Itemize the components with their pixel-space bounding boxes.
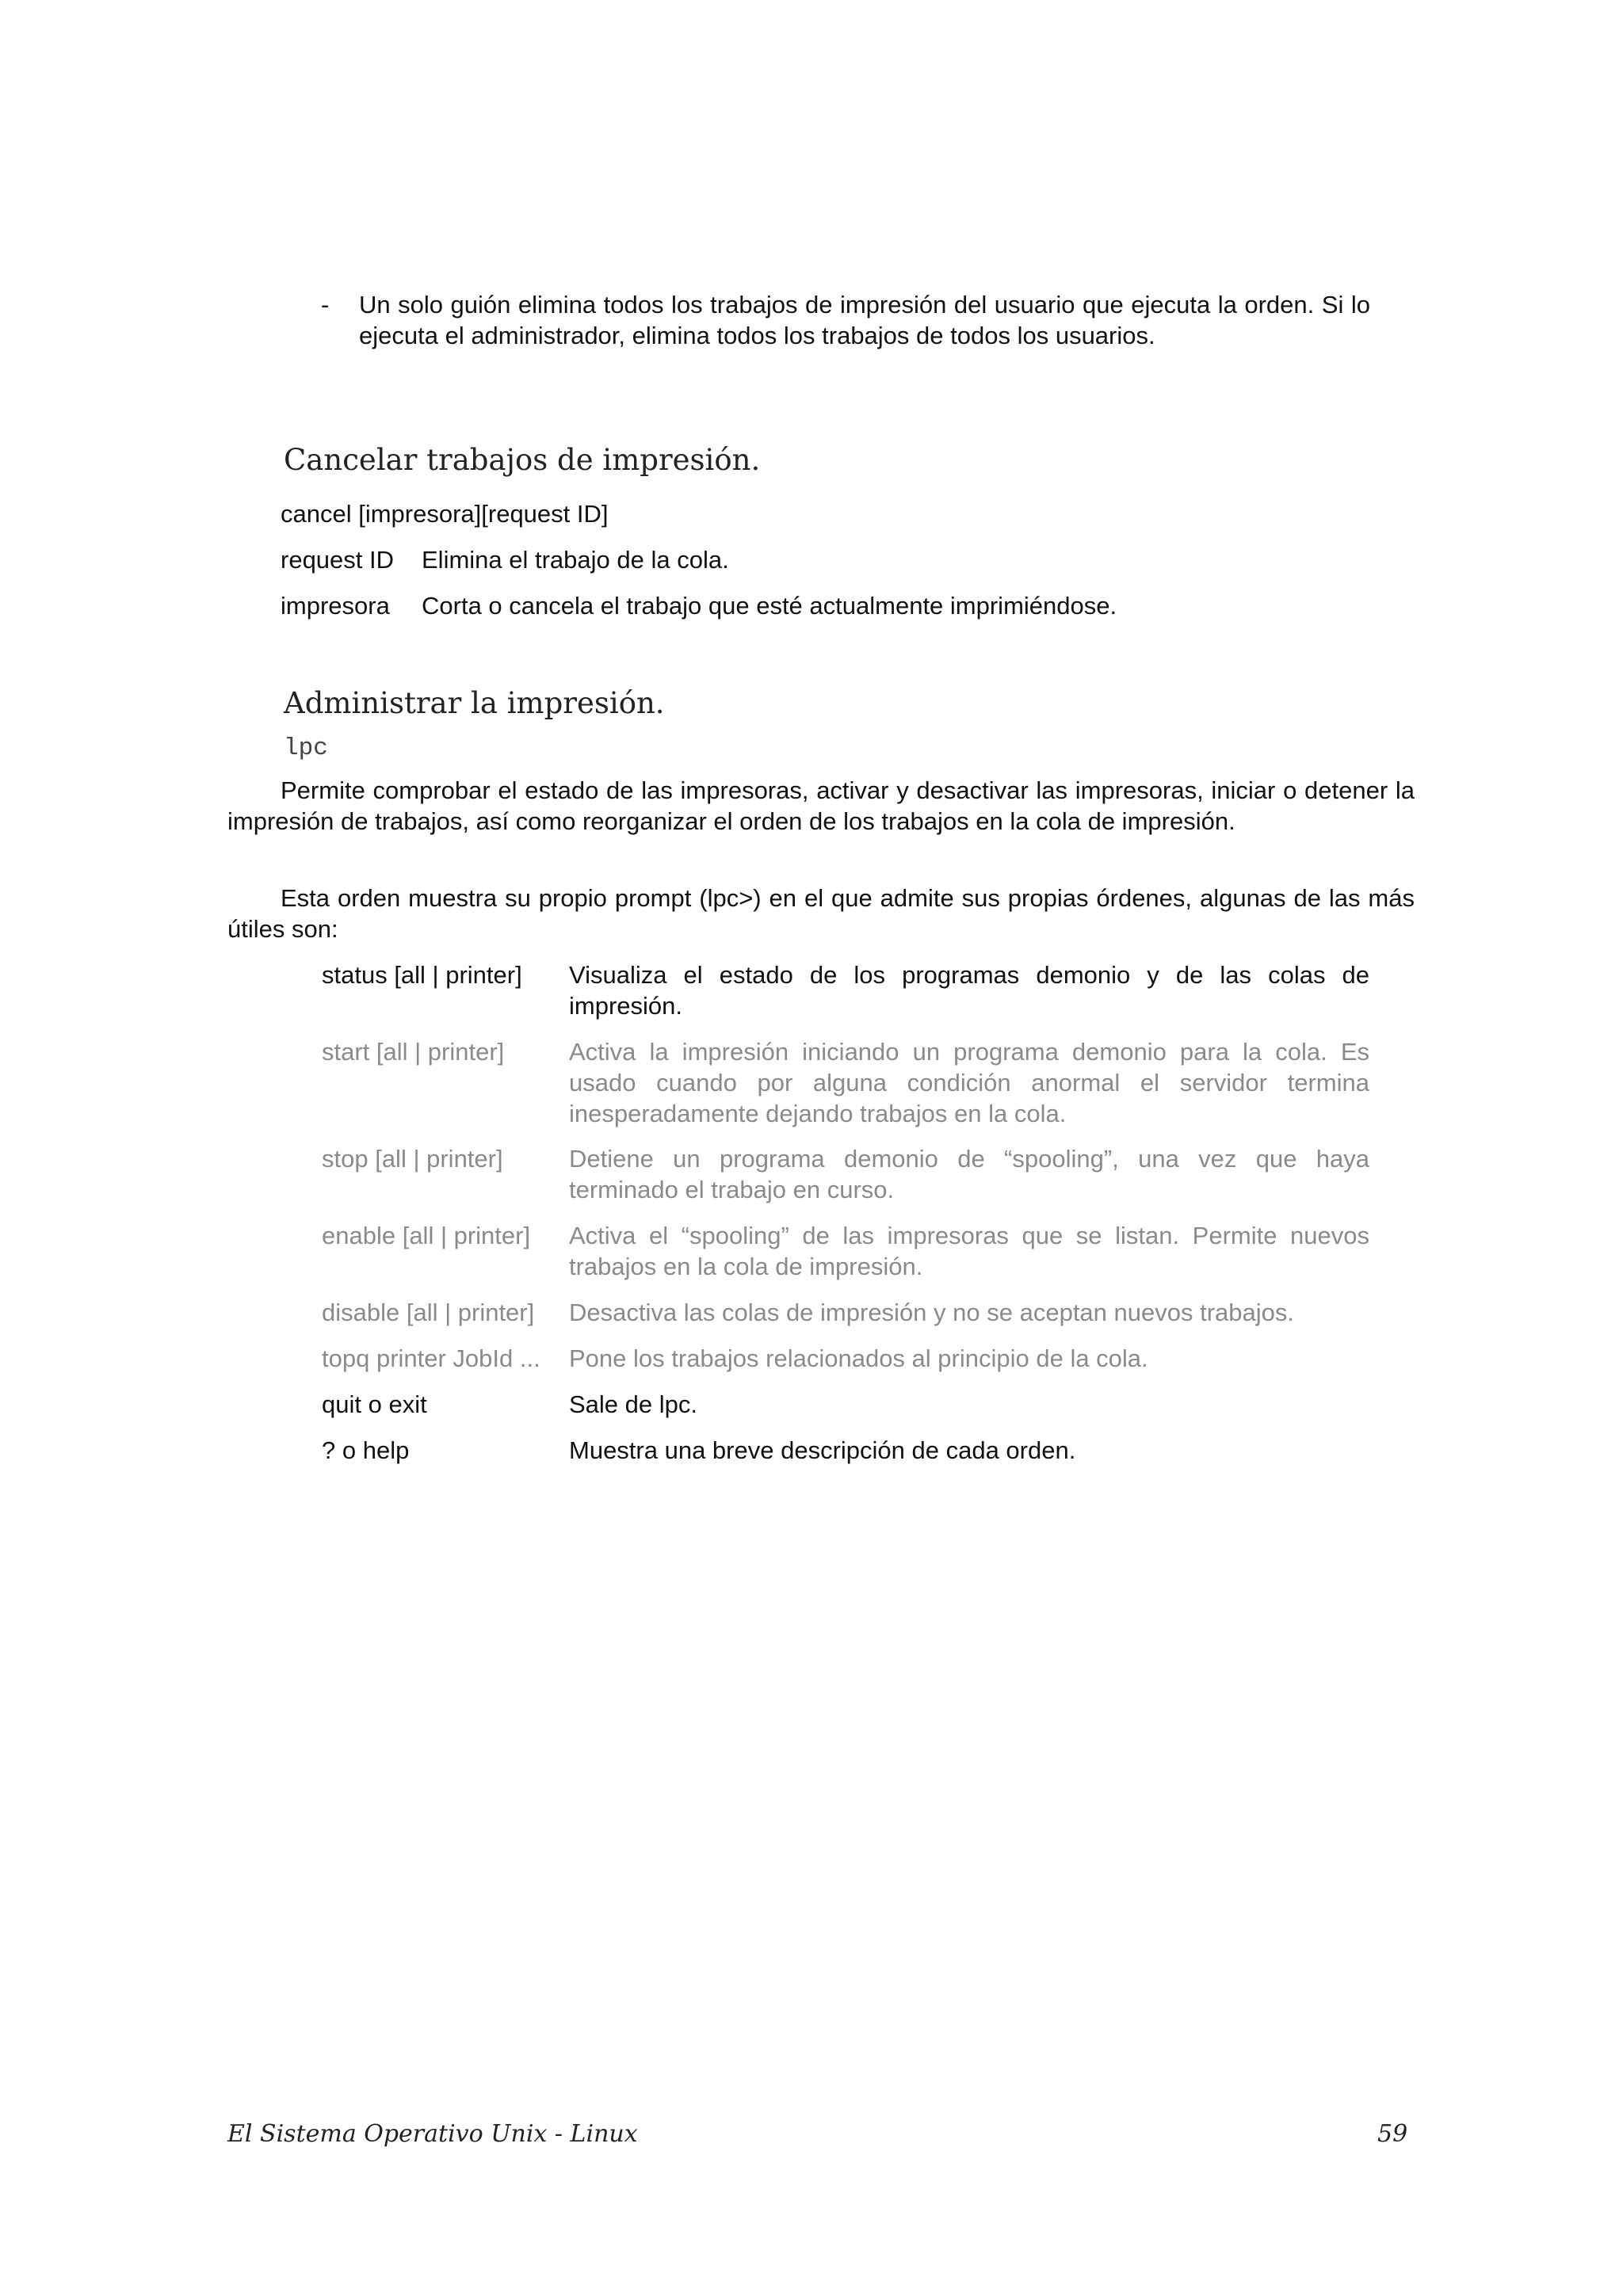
cmd-status-desc: Visualiza el estado de los programas demonio y de las colas de impresión. <box>569 961 1369 1020</box>
cmd-start-desc: Activa la impresión iniciando un programa demonio para la cola. Es usado cuando por alguna condición anormal el servidor termina inesperadamente dejando trabajos en la cola. <box>569 1038 1369 1127</box>
section-heading-admin: Administrar la impresión. <box>284 686 665 720</box>
cmd-disable: disable [all | printer] <box>322 1299 535 1326</box>
cmd-help: ? o help <box>322 1436 410 1464</box>
section-heading-cancel: Cancelar trabajos de impresión. <box>284 443 761 477</box>
param-term-impresora: impresora <box>281 592 390 620</box>
cmd-status: status [all | printer] <box>322 961 522 989</box>
admin-paragraph-1: Permite comprobar el estado de las impresoras, activar y desactivar las impresoras, iniciar o detener la impresión de trabajos, así como reorganizar el orden de los trabajos en la cola de impresión. <box>227 776 1415 835</box>
cmd-quit-desc: Sale de lpc. <box>569 1390 697 1418</box>
page-number: 59 <box>1377 2120 1408 2148</box>
footer-title: El Sistema Operativo Unix - Linux <box>227 2120 638 2148</box>
bullet-text <box>359 289 1370 351</box>
cmd-topq-desc: Pone los trabajos relacionados al principio de la cola. <box>569 1344 1148 1372</box>
cmd-stop: stop [all | printer] <box>322 1145 503 1173</box>
cmd-enable: enable [all | printer] <box>322 1222 531 1249</box>
cmd-topq: topq printer JobId ... <box>322 1344 540 1372</box>
cmd-disable-desc: Desactiva las colas de impresión y no se aceptan nuevos trabajos. <box>569 1299 1294 1326</box>
bullet-text-content: Un solo guión elimina todos los trabajos de impresión del usuario que ejecuta la orden. Si lo ejecuta el administrador, elimina todos los trabajos de todos los usuarios. <box>359 291 1370 349</box>
cmd-help-desc: Muestra una breve descripción de cada orden. <box>569 1436 1076 1464</box>
admin-paragraph-2: Esta orden muestra su propio prompt (lpc>) en el que admite sus propias órdenes, algunas de las más útiles son: <box>227 884 1415 943</box>
cmd-enable-desc: Activa el “spooling” de las impresoras que se listan. Permite nuevos trabajos en la cola de impresión. <box>569 1222 1369 1280</box>
cmd-stop-desc: Detiene un programa demonio de “spooling”, una vez que haya terminado el trabajo en curso. <box>569 1145 1369 1203</box>
bullet-dash: - <box>321 291 330 318</box>
cancel-syntax: cancel [impresora][request ID] <box>281 500 609 528</box>
param-term-request-id: request ID <box>281 546 395 574</box>
lpc-command: lpc <box>284 734 328 762</box>
param-desc-request-id: Elimina el trabajo de la cola. <box>422 546 729 574</box>
cmd-start: start [all | printer] <box>322 1038 505 1066</box>
cmd-quit: quit o exit <box>322 1390 427 1418</box>
param-desc-impresora: Corta o cancela el trabajo que esté actualmente imprimiéndose. <box>422 592 1117 620</box>
